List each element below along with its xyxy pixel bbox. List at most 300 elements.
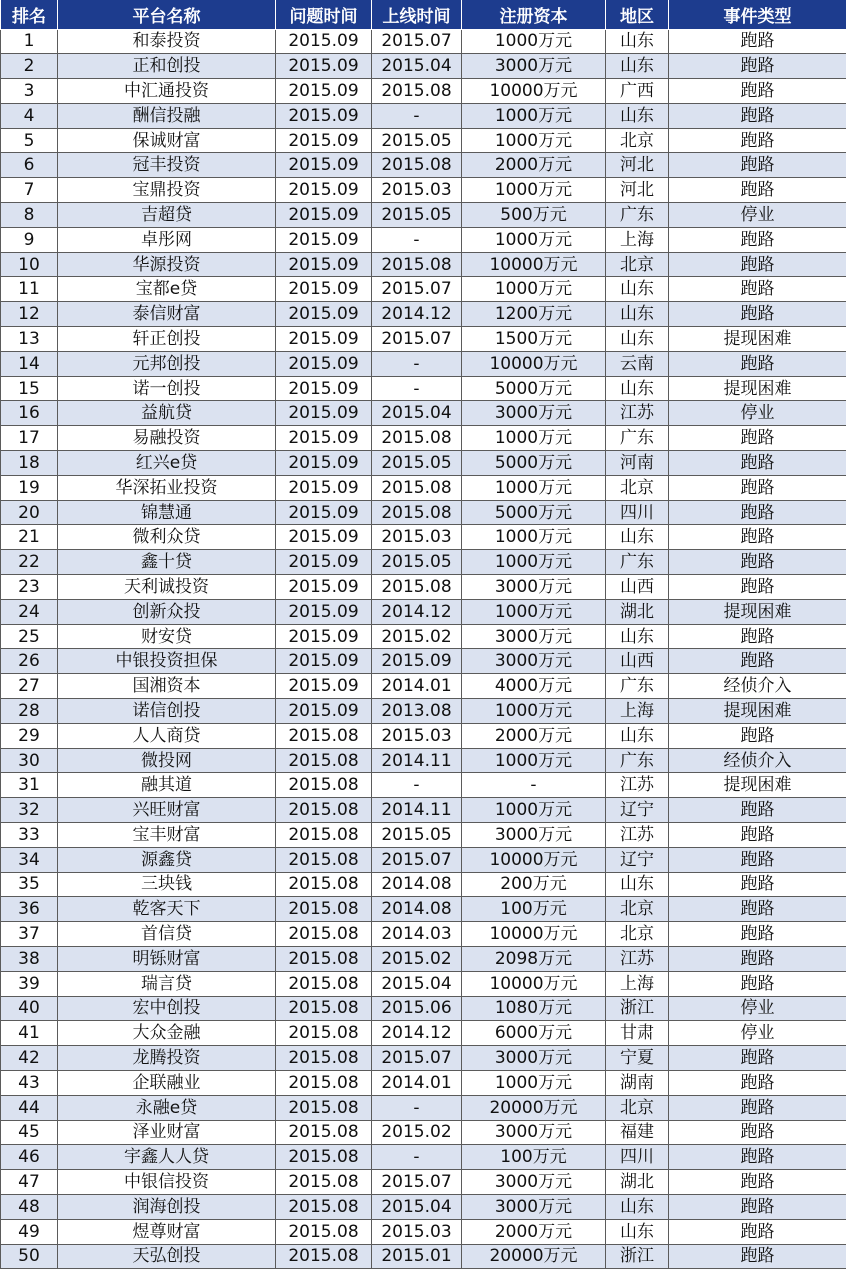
cell-registered-capital: 1000万元: [462, 525, 606, 550]
cell-region: 河南: [606, 451, 669, 476]
cell-region: 山东: [606, 872, 669, 897]
cell-platform-name: 宝丰财富: [58, 823, 276, 848]
table-row: [1, 624, 846, 649]
cell-registered-capital: 1200万元: [462, 302, 606, 327]
table-row: [1, 227, 846, 252]
cell-registered-capital: 4000万元: [462, 674, 606, 699]
cell-online-time: 2013.08: [372, 699, 462, 724]
cell-online-time: -: [372, 773, 462, 798]
cell-issue-time: 2015.08: [276, 1120, 372, 1145]
cell-event-type: 跑路: [669, 451, 846, 476]
cell-platform-name: 中汇通投资: [58, 79, 276, 104]
cell-registered-capital: 2000万元: [462, 1219, 606, 1244]
cell-issue-time: 2015.08: [276, 1194, 372, 1219]
cell-platform-name: 永融e贷: [58, 1095, 276, 1120]
cell-platform-name: 冠丰投资: [58, 153, 276, 178]
cell-online-time: 2014.01: [372, 674, 462, 699]
cell-rank: 20: [1, 500, 58, 525]
cell-rank: 31: [1, 773, 58, 798]
cell-platform-name: 天利诚投资: [58, 575, 276, 600]
cell-issue-time: 2015.09: [276, 128, 372, 153]
cell-issue-time: 2015.08: [276, 897, 372, 922]
cell-region: 北京: [606, 128, 669, 153]
cell-event-type: 跑路: [669, 1095, 846, 1120]
cell-platform-name: 天弘创投: [58, 1244, 276, 1269]
cell-platform-name: 酬信投融: [58, 103, 276, 128]
cell-platform-name: 财安贷: [58, 624, 276, 649]
cell-region: 江苏: [606, 773, 669, 798]
cell-platform-name: 宏中创投: [58, 996, 276, 1021]
cell-rank: 44: [1, 1095, 58, 1120]
cell-online-time: 2015.05: [372, 550, 462, 575]
cell-event-type: 跑路: [669, 1046, 846, 1071]
cell-registered-capital: 1000万元: [462, 277, 606, 302]
cell-issue-time: 2015.09: [276, 451, 372, 476]
cell-region: 北京: [606, 252, 669, 277]
cell-registered-capital: 10000万元: [462, 351, 606, 376]
table-body: [1, 29, 846, 1269]
cell-registered-capital: 1000万元: [462, 426, 606, 451]
cell-issue-time: 2015.09: [276, 103, 372, 128]
table-row: [1, 475, 846, 500]
cell-registered-capital: 200万元: [462, 872, 606, 897]
cell-event-type: 跑路: [669, 153, 846, 178]
cell-online-time: 2015.05: [372, 203, 462, 228]
cell-rank: 2: [1, 54, 58, 79]
table-row: [1, 103, 846, 128]
cell-issue-time: 2015.08: [276, 847, 372, 872]
cell-platform-name: 元邦创投: [58, 351, 276, 376]
cell-platform-name: 宇鑫人人贷: [58, 1145, 276, 1170]
cell-issue-time: 2015.09: [276, 376, 372, 401]
cell-platform-name: 国湘资本: [58, 674, 276, 699]
cell-issue-time: 2015.08: [276, 996, 372, 1021]
cell-online-time: 2014.08: [372, 872, 462, 897]
cell-platform-name: 中银信投资: [58, 1170, 276, 1195]
cell-online-time: 2015.08: [372, 575, 462, 600]
cell-registered-capital: 3000万元: [462, 401, 606, 426]
cell-registered-capital: 1000万元: [462, 550, 606, 575]
cell-event-type: 停业: [669, 203, 846, 228]
cell-rank: 23: [1, 575, 58, 600]
cell-rank: 37: [1, 922, 58, 947]
cell-rank: 10: [1, 252, 58, 277]
cell-event-type: 跑路: [669, 798, 846, 823]
cell-region: 广东: [606, 203, 669, 228]
cell-region: 河北: [606, 153, 669, 178]
cell-registered-capital: 20000万元: [462, 1244, 606, 1269]
cell-issue-time: 2015.09: [276, 327, 372, 352]
cell-event-type: 提现困难: [669, 599, 846, 624]
cell-platform-name: 微投网: [58, 748, 276, 773]
cell-region: 河北: [606, 178, 669, 203]
cell-issue-time: 2015.09: [276, 475, 372, 500]
cell-rank: 46: [1, 1145, 58, 1170]
table-row: [1, 376, 846, 401]
cell-online-time: 2015.08: [372, 500, 462, 525]
cell-issue-time: 2015.09: [276, 599, 372, 624]
table-row: [1, 54, 846, 79]
cell-event-type: 跑路: [669, 475, 846, 500]
cell-online-time: 2015.03: [372, 723, 462, 748]
cell-platform-name: 宝都e贷: [58, 277, 276, 302]
cell-issue-time: 2015.09: [276, 550, 372, 575]
cell-issue-time: 2015.09: [276, 699, 372, 724]
cell-rank: 26: [1, 649, 58, 674]
cell-online-time: 2015.08: [372, 475, 462, 500]
cell-registered-capital: 1000万元: [462, 103, 606, 128]
cell-issue-time: 2015.09: [276, 500, 372, 525]
cell-platform-name: 诺一创投: [58, 376, 276, 401]
cell-rank: 48: [1, 1194, 58, 1219]
cell-platform-name: 正和创投: [58, 54, 276, 79]
cell-issue-time: 2015.08: [276, 1219, 372, 1244]
cell-event-type: 跑路: [669, 103, 846, 128]
cell-event-type: 跑路: [669, 1219, 846, 1244]
cell-registered-capital: 2000万元: [462, 723, 606, 748]
cell-online-time: 2015.02: [372, 624, 462, 649]
cell-online-time: 2015.07: [372, 1046, 462, 1071]
cell-issue-time: 2015.09: [276, 277, 372, 302]
cell-online-time: 2015.08: [372, 252, 462, 277]
cell-platform-name: 三块钱: [58, 872, 276, 897]
cell-registered-capital: 3000万元: [462, 1046, 606, 1071]
cell-rank: 34: [1, 847, 58, 872]
cell-issue-time: 2015.09: [276, 624, 372, 649]
table-row: [1, 426, 846, 451]
cell-platform-name: 人人商贷: [58, 723, 276, 748]
cell-online-time: 2015.01: [372, 1244, 462, 1269]
cell-region: 广东: [606, 674, 669, 699]
table-row: [1, 1070, 846, 1095]
cell-issue-time: 2015.09: [276, 153, 372, 178]
cell-issue-time: 2015.08: [276, 971, 372, 996]
table-row: [1, 847, 846, 872]
cell-region: 江苏: [606, 946, 669, 971]
cell-event-type: 跑路: [669, 252, 846, 277]
cell-region: 上海: [606, 971, 669, 996]
header-online-time: 上线时间: [372, 0, 462, 29]
cell-rank: 35: [1, 872, 58, 897]
cell-event-type: 跑路: [669, 178, 846, 203]
cell-event-type: 提现困难: [669, 773, 846, 798]
table-row: [1, 252, 846, 277]
table-row: [1, 500, 846, 525]
cell-registered-capital: 20000万元: [462, 1095, 606, 1120]
cell-event-type: 跑路: [669, 575, 846, 600]
cell-region: 云南: [606, 351, 669, 376]
table-row: [1, 798, 846, 823]
cell-rank: 39: [1, 971, 58, 996]
cell-issue-time: 2015.08: [276, 1170, 372, 1195]
cell-platform-name: 泰信财富: [58, 302, 276, 327]
cell-online-time: 2015.02: [372, 946, 462, 971]
cell-platform-name: 融其道: [58, 773, 276, 798]
cell-rank: 6: [1, 153, 58, 178]
cell-platform-name: 明铄财富: [58, 946, 276, 971]
cell-event-type: 跑路: [669, 847, 846, 872]
cell-rank: 29: [1, 723, 58, 748]
cell-event-type: 跑路: [669, 79, 846, 104]
cell-issue-time: 2015.09: [276, 426, 372, 451]
header-platform-name: 平台名称: [58, 0, 276, 29]
cell-online-time: -: [372, 376, 462, 401]
cell-registered-capital: 1000万元: [462, 178, 606, 203]
cell-online-time: 2015.07: [372, 327, 462, 352]
cell-region: 北京: [606, 922, 669, 947]
cell-rank: 47: [1, 1170, 58, 1195]
cell-online-time: 2015.04: [372, 401, 462, 426]
cell-region: 山东: [606, 302, 669, 327]
cell-online-time: 2014.11: [372, 748, 462, 773]
cell-registered-capital: 10000万元: [462, 252, 606, 277]
cell-registered-capital: 6000万元: [462, 1021, 606, 1046]
table-row: [1, 1046, 846, 1071]
cell-platform-name: 煜尊财富: [58, 1219, 276, 1244]
cell-online-time: 2015.09: [372, 649, 462, 674]
cell-event-type: 跑路: [669, 426, 846, 451]
cell-region: 北京: [606, 1095, 669, 1120]
cell-online-time: 2014.01: [372, 1070, 462, 1095]
cell-registered-capital: 3000万元: [462, 1170, 606, 1195]
table-row: [1, 153, 846, 178]
cell-issue-time: 2015.08: [276, 946, 372, 971]
cell-region: 福建: [606, 1120, 669, 1145]
cell-platform-name: 红兴e贷: [58, 451, 276, 476]
cell-rank: 8: [1, 203, 58, 228]
cell-online-time: 2015.07: [372, 1170, 462, 1195]
table-row: [1, 1244, 846, 1269]
cell-platform-name: 保诚财富: [58, 128, 276, 153]
cell-online-time: 2015.02: [372, 1120, 462, 1145]
table-row: [1, 823, 846, 848]
cell-platform-name: 华源投资: [58, 252, 276, 277]
cell-online-time: 2015.07: [372, 277, 462, 302]
cell-rank: 28: [1, 699, 58, 724]
cell-rank: 13: [1, 327, 58, 352]
cell-online-time: 2015.07: [372, 29, 462, 54]
cell-region: 宁夏: [606, 1046, 669, 1071]
table-row: [1, 946, 846, 971]
cell-registered-capital: 1000万元: [462, 798, 606, 823]
cell-platform-name: 兴旺财富: [58, 798, 276, 823]
table-row: [1, 401, 846, 426]
cell-registered-capital: 3000万元: [462, 1120, 606, 1145]
cell-event-type: 跑路: [669, 1120, 846, 1145]
cell-region: 甘肃: [606, 1021, 669, 1046]
cell-registered-capital: 5000万元: [462, 500, 606, 525]
table-row: [1, 674, 846, 699]
cell-issue-time: 2015.09: [276, 575, 372, 600]
cell-rank: 15: [1, 376, 58, 401]
cell-region: 山东: [606, 525, 669, 550]
table-row: [1, 128, 846, 153]
cell-event-type: 跑路: [669, 29, 846, 54]
cell-online-time: 2015.04: [372, 1194, 462, 1219]
table-row: [1, 451, 846, 476]
cell-issue-time: 2015.08: [276, 1095, 372, 1120]
cell-rank: 14: [1, 351, 58, 376]
table-row: [1, 1170, 846, 1195]
table-row: [1, 29, 846, 54]
table-row: [1, 599, 846, 624]
cell-registered-capital: 1000万元: [462, 475, 606, 500]
cell-platform-name: 龙腾投资: [58, 1046, 276, 1071]
cell-online-time: 2015.08: [372, 79, 462, 104]
cell-rank: 21: [1, 525, 58, 550]
cell-event-type: 跑路: [669, 525, 846, 550]
cell-rank: 12: [1, 302, 58, 327]
cell-issue-time: 2015.08: [276, 1046, 372, 1071]
cell-online-time: 2014.12: [372, 1021, 462, 1046]
cell-online-time: 2014.12: [372, 302, 462, 327]
cell-event-type: 跑路: [669, 723, 846, 748]
table-row: [1, 351, 846, 376]
table-row: [1, 996, 846, 1021]
cell-platform-name: 微利众贷: [58, 525, 276, 550]
cell-registered-capital: 3000万元: [462, 1194, 606, 1219]
cell-rank: 33: [1, 823, 58, 848]
cell-platform-name: 华深拓业投资: [58, 475, 276, 500]
cell-region: 浙江: [606, 996, 669, 1021]
header-row: [1, 0, 846, 29]
cell-platform-name: 诺信创投: [58, 699, 276, 724]
cell-region: 广东: [606, 550, 669, 575]
table-row: [1, 525, 846, 550]
cell-registered-capital: -: [462, 773, 606, 798]
cell-rank: 9: [1, 227, 58, 252]
header-region: 地区: [606, 0, 669, 29]
cell-rank: 27: [1, 674, 58, 699]
cell-online-time: 2015.05: [372, 128, 462, 153]
cell-event-type: 跑路: [669, 302, 846, 327]
cell-online-time: 2015.07: [372, 847, 462, 872]
table-row: [1, 575, 846, 600]
table-row: [1, 302, 846, 327]
cell-online-time: 2015.05: [372, 823, 462, 848]
cell-rank: 24: [1, 599, 58, 624]
cell-region: 辽宁: [606, 798, 669, 823]
cell-rank: 4: [1, 103, 58, 128]
cell-online-time: -: [372, 351, 462, 376]
cell-rank: 30: [1, 748, 58, 773]
cell-region: 山东: [606, 1219, 669, 1244]
cell-platform-name: 中银投资担保: [58, 649, 276, 674]
cell-event-type: 跑路: [669, 54, 846, 79]
cell-event-type: 跑路: [669, 1170, 846, 1195]
cell-online-time: 2015.08: [372, 426, 462, 451]
cell-registered-capital: 1500万元: [462, 327, 606, 352]
header-issue-time: 问题时间: [276, 0, 372, 29]
cell-issue-time: 2015.08: [276, 922, 372, 947]
cell-region: 山东: [606, 327, 669, 352]
cell-region: 上海: [606, 227, 669, 252]
cell-rank: 50: [1, 1244, 58, 1269]
cell-event-type: 跑路: [669, 351, 846, 376]
cell-registered-capital: 5000万元: [462, 451, 606, 476]
cell-region: 山西: [606, 649, 669, 674]
cell-online-time: 2015.05: [372, 451, 462, 476]
cell-region: 广东: [606, 748, 669, 773]
cell-platform-name: 泽业财富: [58, 1120, 276, 1145]
cell-platform-name: 轩正创投: [58, 327, 276, 352]
cell-online-time: 2014.03: [372, 922, 462, 947]
cell-platform-name: 创新众投: [58, 599, 276, 624]
cell-rank: 18: [1, 451, 58, 476]
cell-online-time: -: [372, 103, 462, 128]
cell-registered-capital: 3000万元: [462, 54, 606, 79]
cell-rank: 5: [1, 128, 58, 153]
table-row: [1, 773, 846, 798]
table-row: [1, 1021, 846, 1046]
cell-issue-time: 2015.09: [276, 29, 372, 54]
cell-issue-time: 2015.09: [276, 525, 372, 550]
cell-issue-time: 2015.08: [276, 823, 372, 848]
table-row: [1, 1120, 846, 1145]
table-row: [1, 79, 846, 104]
cell-platform-name: 益航贷: [58, 401, 276, 426]
cell-platform-name: 和泰投资: [58, 29, 276, 54]
cell-rank: 7: [1, 178, 58, 203]
cell-issue-time: 2015.09: [276, 674, 372, 699]
cell-region: 山东: [606, 624, 669, 649]
cell-issue-time: 2015.09: [276, 252, 372, 277]
cell-region: 山东: [606, 723, 669, 748]
cell-issue-time: 2015.09: [276, 401, 372, 426]
header-registered-capital: 注册资本: [462, 0, 606, 29]
cell-event-type: 停业: [669, 1021, 846, 1046]
cell-event-type: 经侦介入: [669, 674, 846, 699]
cell-registered-capital: 100万元: [462, 897, 606, 922]
cell-registered-capital: 10000万元: [462, 79, 606, 104]
cell-registered-capital: 1000万元: [462, 748, 606, 773]
table-row: [1, 699, 846, 724]
cell-region: 山东: [606, 103, 669, 128]
cell-platform-name: 润海创投: [58, 1194, 276, 1219]
cell-registered-capital: 1000万元: [462, 227, 606, 252]
cell-event-type: 跑路: [669, 971, 846, 996]
cell-rank: 1: [1, 29, 58, 54]
cell-region: 山东: [606, 29, 669, 54]
cell-issue-time: 2015.08: [276, 1021, 372, 1046]
cell-platform-name: 瑞言贷: [58, 971, 276, 996]
cell-region: 湖北: [606, 599, 669, 624]
cell-online-time: 2015.08: [372, 153, 462, 178]
cell-issue-time: 2015.08: [276, 723, 372, 748]
cell-registered-capital: 3000万元: [462, 624, 606, 649]
cell-event-type: 跑路: [669, 897, 846, 922]
cell-rank: 38: [1, 946, 58, 971]
cell-event-type: 跑路: [669, 277, 846, 302]
cell-platform-name: 源鑫贷: [58, 847, 276, 872]
cell-online-time: 2015.03: [372, 178, 462, 203]
cell-issue-time: 2015.09: [276, 227, 372, 252]
cell-region: 江苏: [606, 823, 669, 848]
cell-event-type: 跑路: [669, 1244, 846, 1269]
cell-registered-capital: 1080万元: [462, 996, 606, 1021]
cell-event-type: 跑路: [669, 649, 846, 674]
cell-registered-capital: 2098万元: [462, 946, 606, 971]
table-row: [1, 897, 846, 922]
cell-event-type: 跑路: [669, 550, 846, 575]
table-row: [1, 649, 846, 674]
cell-rank: 17: [1, 426, 58, 451]
cell-platform-name: 乾客天下: [58, 897, 276, 922]
cell-region: 四川: [606, 1145, 669, 1170]
table-header: [1, 0, 846, 29]
cell-event-type: 跑路: [669, 500, 846, 525]
cell-online-time: -: [372, 1095, 462, 1120]
